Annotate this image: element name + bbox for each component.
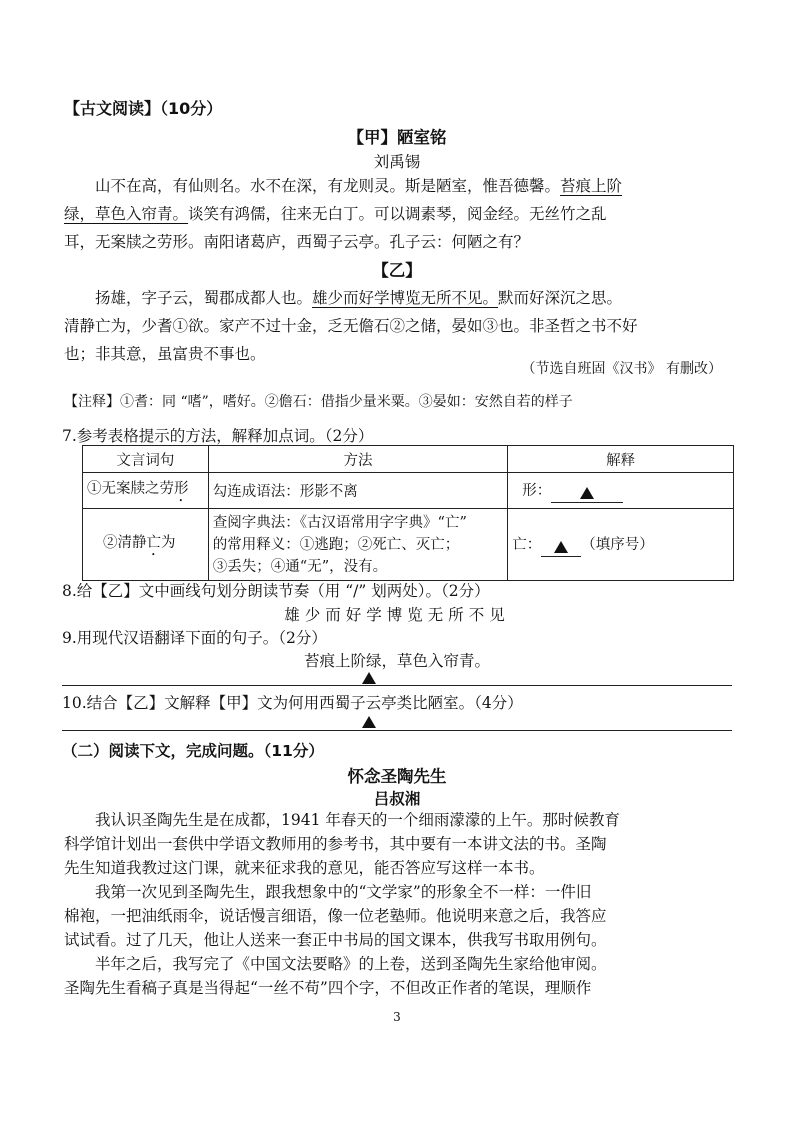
jia-title: 【甲】陋室铭 [347, 128, 447, 147]
q7-header-phrase: 文言词句 [83, 446, 209, 473]
section-heading-guwen: 【古文阅读】（10分） [64, 99, 223, 118]
answer-triangle-icon [362, 672, 376, 684]
q9-answer-line[interactable] [62, 685, 732, 686]
q7-row1-method: 勾连成语法：形影不离 [208, 473, 507, 509]
jia-line-2 [64, 200, 736, 228]
article-line-1: 我认识圣陶先生是在成都，1941 年春天的一个细雨濛濛的上午。那时候教育 [95, 811, 620, 829]
article-line-8: 圣陶先生看稿子真是当得起“一丝不苟”四个字，不但改正作者的笔误，理顺作 [64, 979, 592, 997]
article-title: 怀念圣陶先生 [347, 767, 447, 786]
q8-sentence[interactable]: 雄少而好学博览无所不见 [284, 606, 510, 624]
q7-row2-phrase-pre: ②清静 [103, 534, 147, 551]
q7-row2-phrase [83, 509, 209, 581]
q7-row2-answer [508, 509, 734, 581]
q7-header-method: 方法 [208, 446, 507, 473]
q7-row1-answer-label: 形： [522, 482, 552, 499]
article-line-3: 先生知道我教过这门课，就来征求我的意见，能否答应写这样一本书。 [64, 859, 545, 877]
yi-underlined-sentence: 雄少而好学博览无所不见。 [312, 289, 499, 307]
article-author: 吕叔湘 [373, 790, 421, 808]
jia-line-2b: 谈笑有鸿儒，往来无白丁。可以调素琴，阅金经。无丝竹之乱 [188, 205, 607, 223]
article-line-5: 棉袍，一把油纸雨伞，说话慢言细语，像一位老塾师。他说明来意之后，我答应 [64, 907, 607, 925]
annotations: 【注释】①耆：同 “嗜”，嗜好。②儋石：借指少量米粟。③晏如：安然自若的样子 [64, 394, 573, 410]
article-line-7: 半年之后，我写完了《中国文法要略》的上卷，送到圣陶先生家给他审阅。 [95, 955, 607, 973]
q7-row2-answer-hint: （填序号） [581, 536, 654, 553]
jia-author: 刘禹锡 [373, 153, 421, 171]
q9-sentence: 苔痕上阶绿，草色入帘青。 [303, 652, 490, 670]
q7-row2-phrase-post: 为 [161, 534, 176, 551]
yi-line-3: 也；非其意，虽富贵不事也。 [64, 345, 266, 363]
yi-line-2: 清静亡为，少耆①欲。家产不过十金，乏无儋石②之储，晏如③也。非圣哲之书不好 [64, 317, 638, 335]
q7-row2-method [208, 509, 507, 581]
q7-row1-dotted-word: 形 [174, 480, 189, 497]
q7-row1-answer-blank[interactable] [551, 486, 623, 503]
jia-line-3: 耳，无案牍之劳形。南阳诸葛庐，西蜀子云亭。孔子云：何陋之有？ [64, 233, 530, 251]
article-line-4: 我第一次见到圣陶先生，跟我想象中的“文学家”的形象全不一样：一件旧 [95, 883, 592, 901]
q10-stem: 10.结合【乙】文解释【甲】文为何用西蜀子云亭类比陋室。（4分） [62, 694, 523, 712]
q8-stem: 8.给【乙】文中画线句划分朗读节奏（用 “/” 划两处）。（2分） [62, 582, 490, 600]
article-line-2: 科学馆计划出一套供中学语文教师用的参考书，其中要有一本讲文法的书。圣陶 [64, 835, 607, 853]
q7-table [82, 445, 734, 581]
q10-answer-line[interactable] [62, 730, 732, 731]
q7-row1-answer [508, 473, 734, 509]
section-heading-reading: （二）阅读下文，完成问题。（11分） [62, 742, 324, 760]
answer-triangle-icon [362, 716, 376, 728]
yi-title: 【乙】 [372, 261, 422, 280]
q9-stem: 9.用现代汉语翻译下面的句子。（2分） [62, 629, 327, 647]
q7-row1-phrase [83, 473, 209, 509]
answer-triangle-icon [554, 541, 568, 553]
answer-triangle-icon [580, 487, 594, 499]
q7-row2-method-line3: ③丢失；④通“无”，没有。 [212, 558, 388, 575]
yi-line-1a: 扬雄，字子云，蜀郡成都人也。 [95, 289, 313, 307]
q7-row2-answer-blank[interactable] [541, 540, 581, 557]
jia-underlined-a: 苔痕上阶 [560, 177, 623, 195]
q7-row2-dotted-word: 亡 [146, 534, 161, 551]
q7-row2-answer-label: 亡： [512, 536, 542, 553]
yi-source: （节选自班固《汉书》 有删改） [521, 361, 722, 377]
q7-row2-method-line2: 的常用释义：①逃跑；②死亡、灭亡； [212, 536, 460, 553]
page-number: 3 [393, 1010, 401, 1024]
q7-header-answer: 解释 [508, 446, 734, 473]
jia-line-1a: 山不在高，有仙则名。水不在深，有龙则灵。斯是陋室，惟吾德馨。 [95, 177, 561, 195]
yi-line-1 [64, 284, 736, 312]
q7-row2-method-line1: 查阅字典法：《古汉语常用字字典》“亡” [212, 514, 467, 531]
yi-line-1c: 默而好深沉之思。 [498, 289, 623, 307]
jia-line-1 [64, 172, 736, 200]
q7-stem: 7.参考表格提示的方法，解释加点词。（2分） [62, 427, 374, 445]
q7-row1-phrase-text: ①无案牍之劳 [87, 480, 174, 497]
jia-underlined-b: 绿，草色入帘青。 [64, 205, 189, 223]
article-line-6: 试试看。过了几天，他让人送来一套正中书局的国文课本，供我写书取用例句。 [64, 931, 607, 949]
